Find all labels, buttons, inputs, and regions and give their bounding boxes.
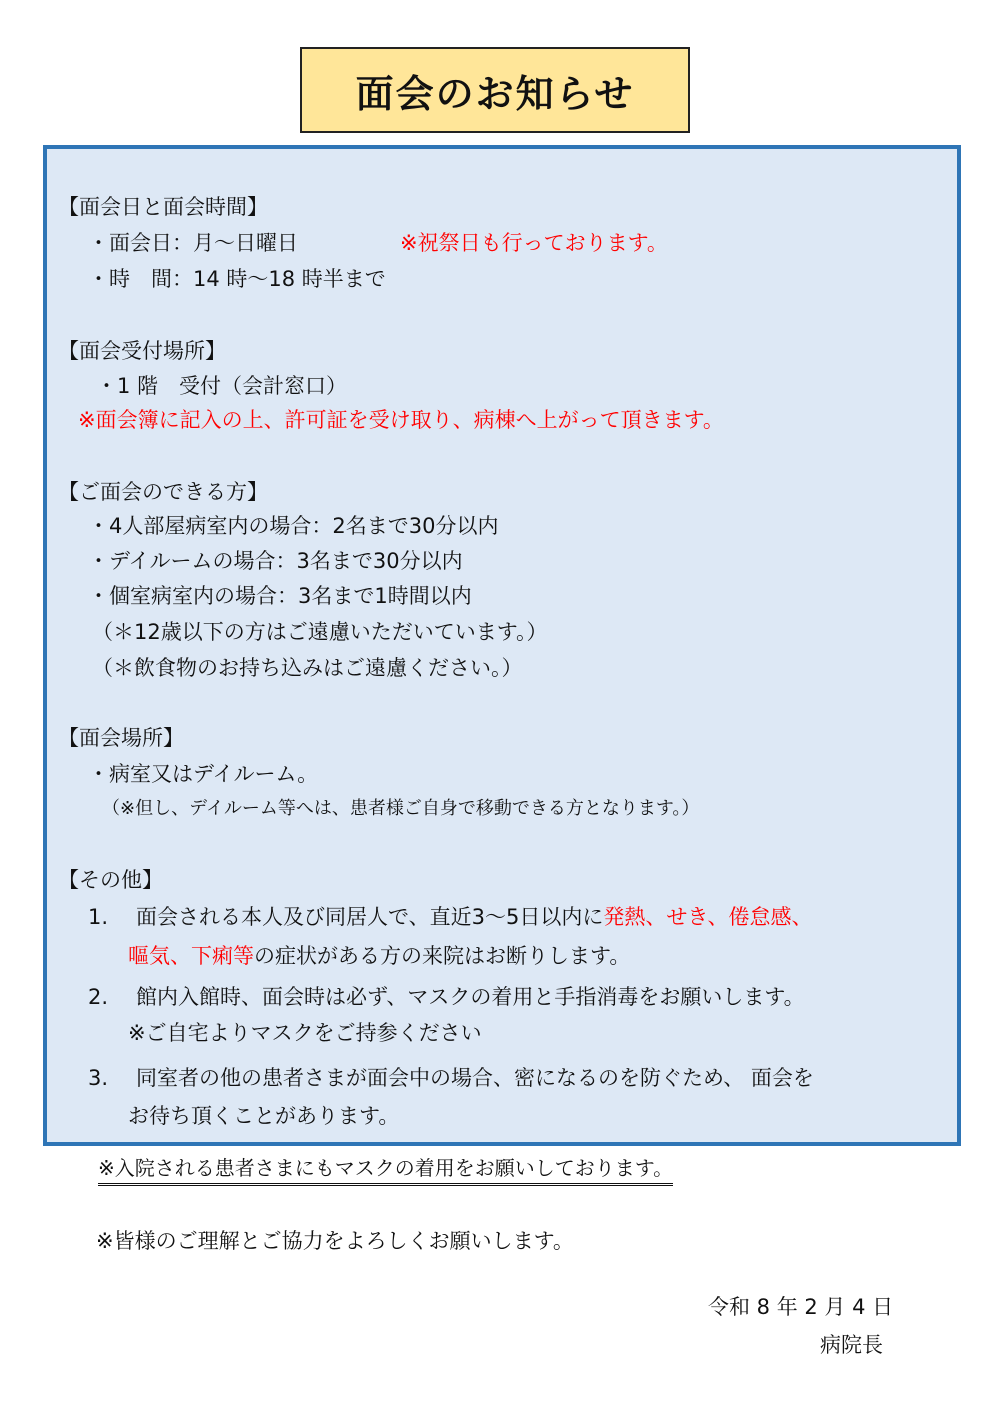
eligible-note: （＊飲食物のお持ち込みはご遠慮ください。） [92, 656, 523, 680]
other-item-1-cont [128, 941, 630, 971]
holiday-note: ※祝祭日も行っております。 [400, 231, 668, 255]
inpatient-mask-note: ※入院される患者さまにもマスクの着用をお願いしております。 [98, 1153, 673, 1186]
item-number: 3. [88, 1066, 109, 1090]
eligible-item: ・4人部屋病室内の場合：2名まで30分以内 [88, 514, 499, 538]
item-number: 2. [88, 985, 109, 1009]
visit-time: ・時 間：14 時～18 時半まで [88, 267, 386, 291]
eligible-note: （＊12歳以下の方はご遠慮いただいています。） [92, 620, 548, 644]
eligible-item: ・デイルームの場合：3名まで30分以内 [88, 549, 463, 573]
reception-place: ・1 階 受付（会計窓口） [96, 374, 348, 398]
section-heading-other: 【その他】 [58, 868, 163, 892]
eligible-item: ・個室病室内の場合：3名まで1時間以内 [88, 584, 472, 608]
section-heading-reception: 【面会受付場所】 [58, 339, 226, 363]
location-place: ・病室又はデイルーム。 [88, 762, 319, 786]
location-note: （※但し、デイルーム等へは、患者様ご自身で移動できる方となります。） [102, 798, 700, 819]
item-text: 館内入館時、面会時は必ず、マスクの着用と手指消毒をお願いします。 [136, 985, 805, 1009]
page-title: 面会のお知らせ [355, 71, 635, 116]
other-item-1 [88, 902, 813, 932]
author: 病院長 [820, 1333, 883, 1357]
section-heading-location: 【面会場所】 [58, 726, 184, 750]
item-text: 面会される本人及び同居人で、直近3～5日以内に [136, 905, 604, 929]
other-item-3-cont: お待ち頂くことがあります。 [128, 1104, 400, 1128]
other-item-2 [88, 982, 805, 1012]
symptom-list: 発熱、せき、倦怠感、 [603, 905, 813, 929]
item-number: 1. [88, 905, 109, 929]
thanks-note: ※皆様のご理解とご協力をよろしくお願いします。 [96, 1229, 574, 1253]
other-item-2-sub: ※ご自宅よりマスクをご持参ください [128, 1021, 482, 1045]
issue-date: 令和 8 年 2 月 4 日 [708, 1295, 894, 1319]
symptom-list: 嘔気、下痢等 [128, 944, 254, 968]
section-heading-hours: 【面会日と面会時間】 [58, 195, 268, 219]
item-text: 同室者の他の患者さまが面会中の場合、密になるのを防ぐため、 面会を [136, 1066, 814, 1090]
visit-days: ・面会日：月～日曜日 [88, 231, 298, 255]
section-heading-eligible: 【ご面会のできる方】 [58, 480, 268, 504]
other-item-3 [88, 1063, 814, 1093]
reception-note: ※面会簿に記入の上、許可証を受け取り、病棟へ上がって頂きます。 [78, 408, 724, 432]
item-text: の症状がある方の来院はお断りします。 [254, 944, 631, 968]
title-box [300, 47, 690, 133]
